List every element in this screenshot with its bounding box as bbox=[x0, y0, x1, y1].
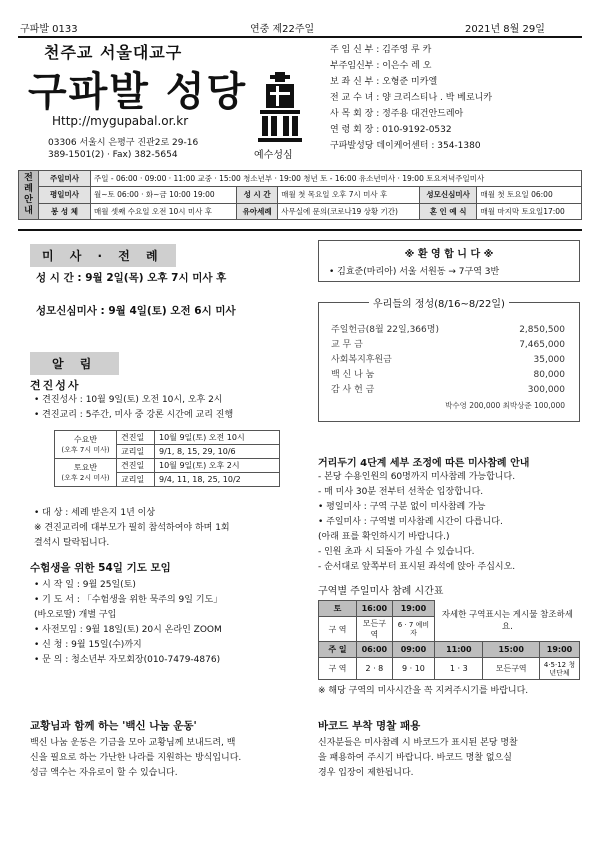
time-cell: 19:00 bbox=[392, 601, 435, 617]
confirmation-title: 견진성사 bbox=[30, 379, 81, 392]
time-cell: 16:00 bbox=[357, 601, 393, 617]
offering-list bbox=[331, 323, 565, 411]
class-row-value: 10월 9일(토) 오전 10시 bbox=[155, 431, 280, 445]
parish-name: 구파발 성당 bbox=[28, 69, 248, 115]
staff-item: 연 령 회 장 : 010-9192-0532 bbox=[330, 125, 452, 135]
vaccine-title: 교황님과 함께 하는 '백신 나눔 운동' bbox=[30, 720, 197, 732]
distancing-line: • 평일미사 : 구역 구분 없이 미사참례 가능 bbox=[318, 502, 486, 512]
vaccine-line: 성금 액수는 자유로이 할 수 있습니다. bbox=[30, 768, 178, 778]
staff-item: 구파발성당 데이케어센터 : 354-1380 bbox=[330, 141, 481, 151]
exam-prayer-title: 수험생을 위한 54일 기도 모임 bbox=[30, 562, 171, 574]
holy-hour-time: 매월 첫 목요일 오후 7시 미사 후 bbox=[278, 187, 420, 203]
zone-cell: 모든구역 bbox=[483, 658, 540, 680]
distancing-line: • 주일미사 : 구역별 미사참례 시간이 다릅니다. bbox=[318, 517, 503, 527]
exam-line: • 문 의 : 청소년부 자모회장(010-7479-4876) bbox=[34, 655, 221, 665]
weekday-mass-label: 평일미사 bbox=[39, 187, 91, 203]
saturday-label: 토 bbox=[319, 601, 357, 617]
zone-label: 구 역 bbox=[319, 658, 357, 680]
welcome-title: ※ 환 영 합 니 다 ※ bbox=[404, 249, 494, 260]
vaccine-info bbox=[30, 736, 241, 781]
barcode-line: 경우 입장이 제한됩니다. bbox=[318, 768, 414, 778]
staff-item: 사 목 회 장 : 정주용 대건안드레아 bbox=[330, 109, 464, 119]
church-logo-icon bbox=[256, 72, 304, 144]
communion-label: 봉 성 체 bbox=[39, 203, 91, 219]
class-row-label: 교리일 bbox=[117, 473, 155, 487]
time-cell: 09:00 bbox=[392, 642, 435, 658]
welcome-box bbox=[318, 240, 580, 282]
thanks-offering-detail: 박수영 200,000 최박상준 100,000 bbox=[445, 401, 565, 410]
issue-number: 구파발 0133 bbox=[20, 24, 78, 35]
top-divider bbox=[18, 36, 582, 38]
time-cell: 06:00 bbox=[357, 642, 393, 658]
staff-item: 부주임신부 : 이은수 레 오 bbox=[330, 61, 432, 71]
time-cell: 15:00 bbox=[483, 642, 540, 658]
marian-mass-label: 성모신심미사 bbox=[419, 187, 477, 203]
communion-time: 매월 셋째 수요일 오전 10시 미사 후 bbox=[91, 203, 237, 219]
zone-mass-table bbox=[318, 600, 580, 680]
staff-item: 전 교 수 녀 : 양 크리스티나 . 박 베로니카 bbox=[330, 93, 493, 103]
zone-cell: 2 · 8 bbox=[357, 658, 393, 680]
zone-cell: 6 · 7 예비자 bbox=[392, 617, 435, 642]
weekday-mass-times: 월~토 06:00 · 화~금 10:00 19:00 bbox=[91, 187, 237, 203]
confirmation-line: • 견진성사 : 10월 9일(토) 오전 10시, 오후 2시 bbox=[34, 395, 223, 405]
staff-item: 보 좌 신 부 : 오형준 미카엘 bbox=[330, 77, 438, 87]
parish-address: 03306 서울시 은평구 진관2로 29-16 bbox=[48, 138, 199, 148]
barcode-line: 신자분들은 미사참례 시 바코드가 표시된 본당 명찰 bbox=[318, 738, 518, 748]
parish-url[interactable]: Http://mygupabal.or.kr bbox=[52, 114, 189, 128]
distancing-line: (아래 표를 확인하시기 바랍니다.) bbox=[318, 532, 450, 542]
class-row-label: 교리일 bbox=[117, 445, 155, 459]
sunday-label: 주 일 bbox=[319, 642, 357, 658]
vaccine-line: 백신 나눔 운동은 기금을 모아 교황님께 보내드려, 백 bbox=[30, 738, 236, 748]
notice-section-title: 알 림 bbox=[30, 352, 119, 375]
zone-footnote: ※ 해당 구역의 미사시간을 꼭 지켜주시기를 바랍니다. bbox=[318, 686, 529, 696]
exam-line: (바오로딸) 개별 구입 bbox=[34, 610, 117, 620]
zone-cell: 9 · 10 bbox=[392, 658, 435, 680]
distancing-line: - 매 미사 30분 전부터 선착순 입장합니다. bbox=[318, 487, 484, 497]
diocese-name: 천주교 서울대교구 bbox=[44, 43, 183, 62]
confirmation-extra bbox=[34, 506, 230, 551]
offering-row: 주일헌금(8월 22일,366명) 2,850,500 bbox=[331, 325, 565, 335]
class-row-label: 견진일 bbox=[117, 431, 155, 445]
time-cell: 11:00 bbox=[435, 642, 483, 658]
church-logo bbox=[256, 72, 304, 144]
class-row-value: 9/1, 8, 15, 29, 10/6 bbox=[155, 445, 280, 459]
parish-phone: 389-1501(2) · Fax) 382-5654 bbox=[48, 150, 178, 160]
class-row-value: 10월 9일(토) 오후 2시 bbox=[155, 459, 280, 473]
sunday-mass-times: 주일 - 06:00 · 09:00 · 11:00 교중 · 15:00 청소년부 · 19:00 청년 토 - 16:00 유소년미사 · 19:00 토요저녁주일미사 bbox=[91, 171, 582, 187]
exam-line: • 시 작 일 : 9월 25일(토) bbox=[34, 580, 136, 590]
class-group: 토요반 (오후 2시 미사) bbox=[55, 459, 117, 487]
zone-cell: 1 · 3 bbox=[435, 658, 483, 680]
offering-row: 사회복지후원금 35,000 bbox=[331, 355, 565, 365]
barcode-line: 을 패용하여 주시기 바랍니다. 바코드 명찰 없으실 bbox=[318, 753, 512, 763]
wedding-label: 혼 인 예 식 bbox=[419, 203, 477, 219]
confirmation-line: • 견진교리 : 5주간, 미사 중 강론 시간에 교리 진행 bbox=[34, 410, 234, 420]
zone-label: 구 역 bbox=[319, 617, 357, 642]
vaccine-line: 신을 필요로 하는 가난한 나라를 지원하는 방식입니다. bbox=[30, 753, 242, 763]
infant-baptism-label: 유아세례 bbox=[237, 203, 278, 219]
liturgical-season: 연중 제22주일 bbox=[250, 24, 315, 35]
exam-line: • 신 청 : 9월 15일(수)까지 bbox=[34, 640, 142, 650]
barcode-title: 바코드 부착 명찰 패용 bbox=[318, 720, 421, 732]
offering-row: 교 무 금 7,465,000 bbox=[331, 340, 565, 350]
confirmation-line: • 대 상 : 세례 받은지 1년 이상 bbox=[34, 508, 156, 518]
staff-item: 주 임 신 부 : 김주영 루 카 bbox=[330, 45, 432, 55]
confirmation-line: ※ 견진교리에 대부모가 필히 참석하여야 하며 1회 bbox=[34, 523, 230, 533]
exam-prayer-info bbox=[34, 578, 222, 668]
class-row-value: 9/4, 11, 18, 25, 10/2 bbox=[155, 473, 280, 487]
zone-note: 자세한 구역표시는 게시물 참조하세요. bbox=[441, 609, 573, 632]
mass-section-title: 미 사 · 전 례 bbox=[30, 244, 176, 267]
confirmation-info bbox=[34, 393, 233, 423]
distancing-line: - 본당 수용인원의 60명까지 미사참례 가능합니다. bbox=[318, 472, 516, 482]
distancing-info bbox=[318, 470, 515, 575]
offering-row: 백 신 나 눔 80,000 bbox=[331, 370, 565, 380]
bulletin-date: 2021년 8월 29일 bbox=[465, 24, 545, 35]
offering-title: 우리들의 정성(8/16~8/22일) bbox=[369, 295, 509, 310]
zone-table-title: 구역별 주일미사 참례 시간표 bbox=[318, 586, 444, 597]
holy-hour-label: 성 시 간 bbox=[237, 187, 278, 203]
zone-cell: 모든구역 bbox=[357, 617, 393, 642]
schedule-divider bbox=[18, 229, 582, 231]
distancing-line: - 인원 초과 시 되돌아 가실 수 있습니다. bbox=[318, 547, 475, 557]
distancing-line: - 순서대로 앞쪽부터 표시된 좌석에 앉아 주십시오. bbox=[318, 562, 516, 572]
staff-list bbox=[330, 42, 492, 154]
schedule-side-label: 전례안내 bbox=[19, 171, 39, 220]
class-row-label: 견진일 bbox=[117, 459, 155, 473]
infant-baptism-info: 사무실에 문의(코로나19 상황 기간) bbox=[278, 203, 420, 219]
exam-line: • 기 도 서 : 「수험생을 위한 묵주의 9일 기도」 bbox=[34, 595, 223, 605]
confirmation-line: 결석시 탈락됩니다. bbox=[34, 538, 110, 548]
class-group: 수요반 (오후 7시 미사) bbox=[55, 431, 117, 459]
holy-hour-notice: 성 시 간 : 9월 2일(목) 오후 7시 미사 후 bbox=[36, 272, 227, 284]
marian-mass-notice: 성모신심미사 : 9월 4일(토) 오전 6시 미사 bbox=[36, 305, 236, 317]
barcode-info bbox=[318, 736, 518, 781]
offering-row: 감 사 헌 금 300,000 bbox=[331, 385, 565, 395]
time-cell: 19:00 bbox=[540, 642, 580, 658]
marian-mass-time: 매월 첫 토요일 06:00 bbox=[477, 187, 582, 203]
confirmation-class-table bbox=[54, 430, 280, 487]
sunday-mass-label: 주일미사 bbox=[39, 171, 91, 187]
offering-box bbox=[318, 299, 580, 422]
exam-line: • 사전모임 : 9월 18일(토) 20시 온라인 ZOOM bbox=[34, 625, 222, 635]
distancing-title: 거리두기 4단계 세부 조정에 따른 미사참례 안내 bbox=[318, 458, 530, 469]
welcome-entry: • 김효준(마리아) 서울 서원동 → 7구역 3반 bbox=[329, 267, 500, 277]
zone-cell: 4·5·12 청년단체 bbox=[540, 658, 580, 680]
wedding-time: 매월 마지막 토요일17:00 bbox=[477, 203, 582, 219]
liturgy-schedule-table bbox=[18, 170, 582, 220]
logo-caption: 예수성심 bbox=[254, 150, 293, 161]
